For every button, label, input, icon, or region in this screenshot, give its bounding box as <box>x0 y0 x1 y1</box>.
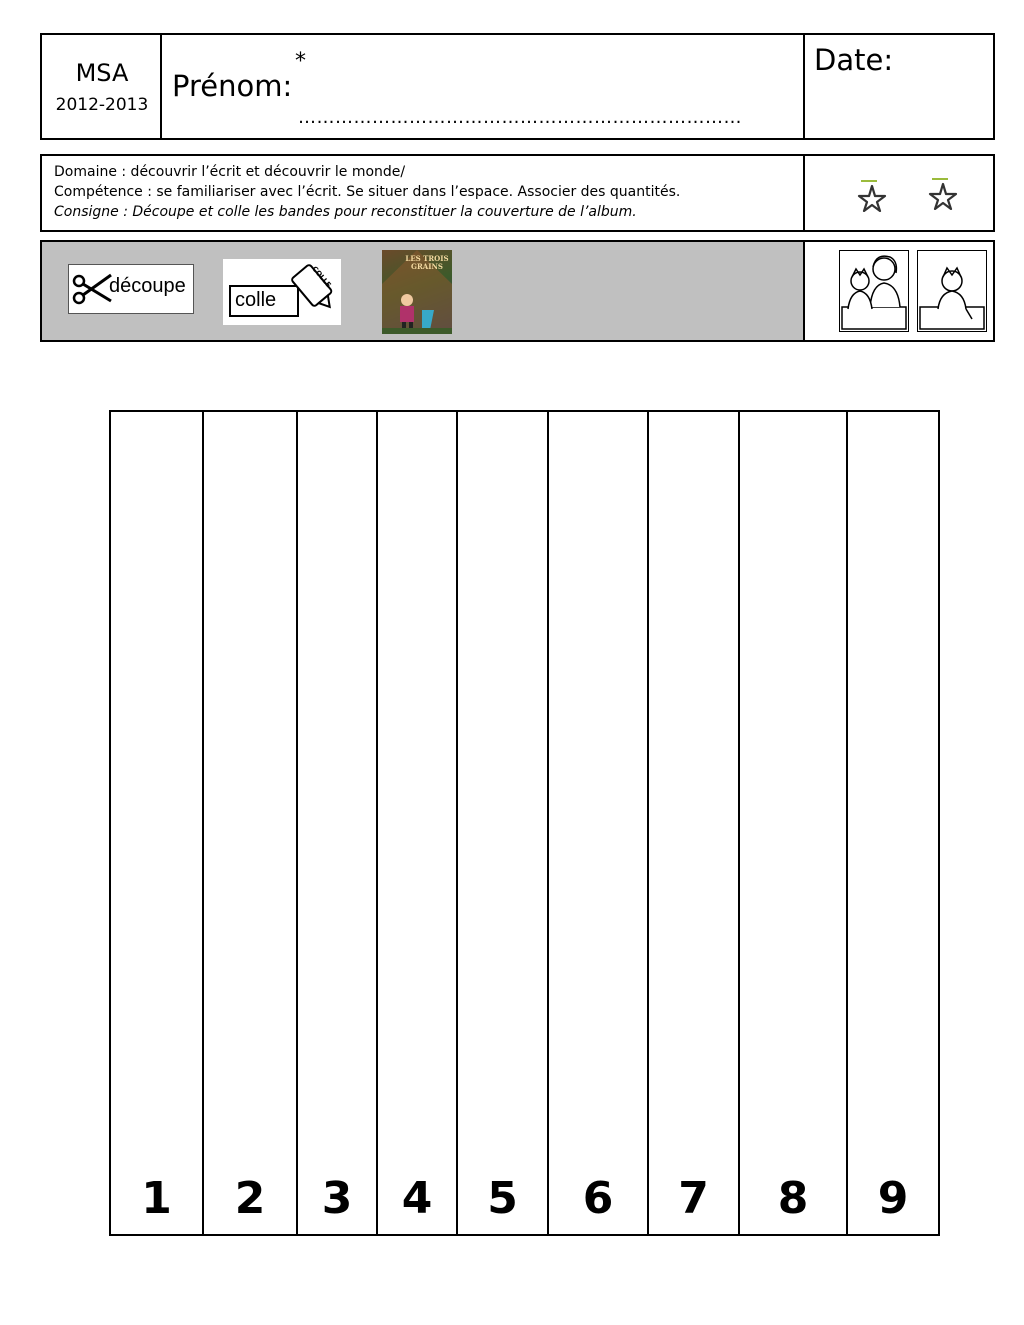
competence-text: Compétence : se familiariser avec l’écrit. Se situer dans l’espace. Associer des quantités. <box>54 184 681 200</box>
book-cover-title <box>404 255 450 271</box>
date-label: Date: <box>814 43 894 77</box>
adult-helping-child-icon <box>839 250 909 332</box>
strip-number: 3 <box>321 1173 353 1224</box>
star-icon <box>926 176 958 210</box>
header-table <box>40 33 995 140</box>
book-cover-image <box>382 250 452 334</box>
cut-pictogram <box>68 264 194 314</box>
strip-divider <box>738 412 740 1234</box>
strip-divider <box>202 412 204 1234</box>
strip-divider <box>547 412 549 1234</box>
strip-divider <box>456 412 458 1234</box>
tools-box <box>40 240 995 342</box>
class-name: MSA <box>75 59 129 87</box>
name-label: Prénom: <box>172 69 293 103</box>
puzzle-strips-grid <box>109 410 940 1236</box>
strip-divider <box>296 412 298 1234</box>
star-icon <box>855 178 887 212</box>
adult-child-drawing <box>840 251 908 331</box>
glue-label: colle <box>235 289 277 311</box>
child-alone-icon <box>917 250 987 332</box>
glue-pictogram <box>223 259 341 325</box>
consigne-text: Consigne : Découpe et colle les bandes pour reconstituer la couverture de l’album. <box>54 204 637 220</box>
strip-number: 9 <box>877 1173 909 1224</box>
strip-number: 6 <box>582 1173 614 1224</box>
tools-divider <box>803 242 805 340</box>
strip-number: 7 <box>678 1173 709 1224</box>
strip-divider <box>376 412 378 1234</box>
book-title-line: LES <box>405 254 421 263</box>
child-alone-drawing <box>918 251 986 331</box>
school-year: 2012-2013 <box>55 95 149 115</box>
instructions-box <box>40 154 995 232</box>
strip-number: 8 <box>777 1173 809 1224</box>
strip-number: 2 <box>234 1173 266 1224</box>
strip-number: 5 <box>487 1173 518 1224</box>
info-divider <box>803 156 805 230</box>
header-divider <box>803 35 805 138</box>
domaine-text: Domaine : découvrir l’écrit et découvrir le monde/ <box>54 164 406 180</box>
glue-bottle-label: COLLE <box>310 264 333 290</box>
strip-number: 1 <box>141 1173 172 1224</box>
strip-divider <box>647 412 649 1234</box>
book-title-line: TROIS <box>423 254 449 263</box>
name-field-dots[interactable]: ……………………………………………………………… <box>298 107 742 128</box>
name-mark: * <box>295 49 306 74</box>
strip-divider <box>846 412 848 1234</box>
cut-label: découpe <box>109 275 186 297</box>
strip-number: 4 <box>401 1173 433 1224</box>
book-title-line: GRAINS <box>411 262 443 271</box>
